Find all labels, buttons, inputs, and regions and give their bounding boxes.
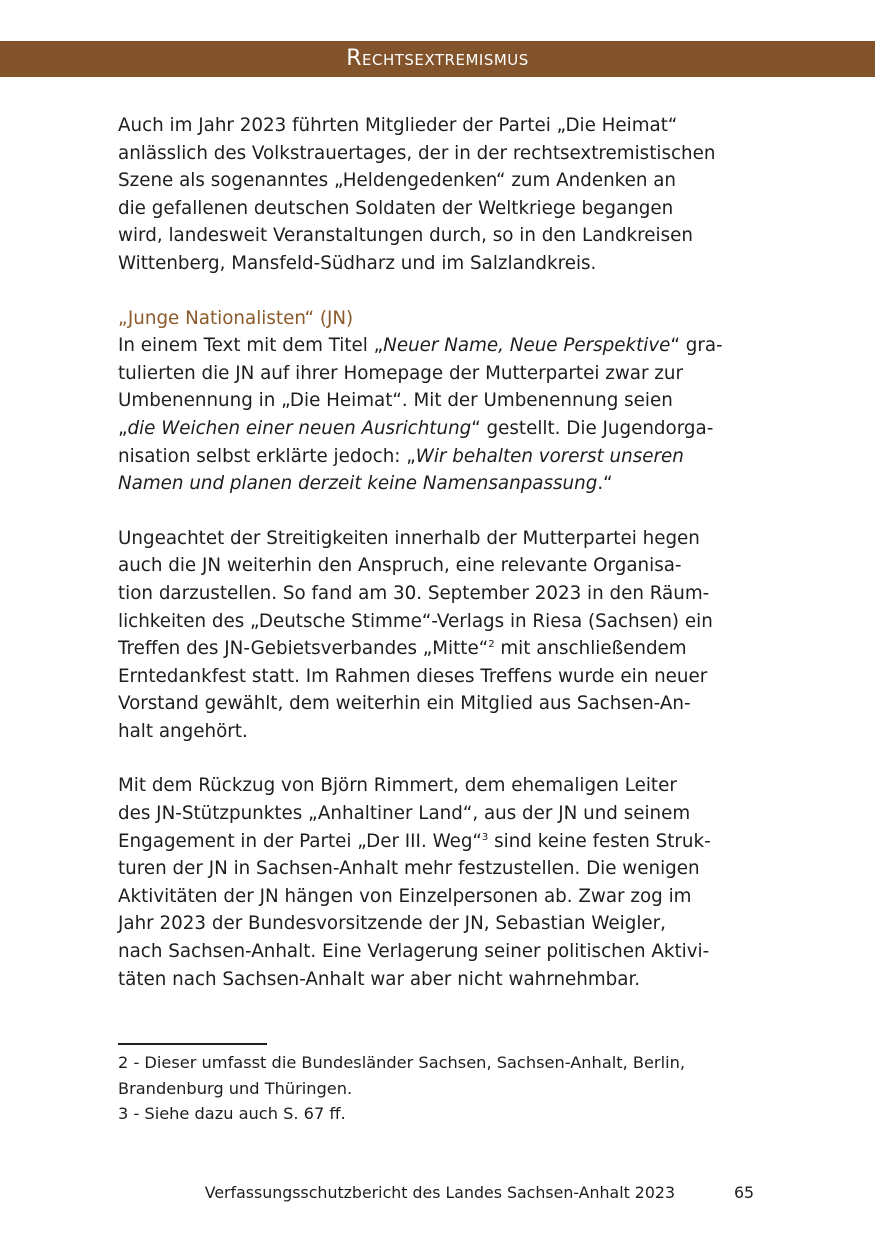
- text-line: tulierten die JN auf ihrer Homepage der Mutterpartei zwar zur: [118, 362, 683, 384]
- page-footer: [0, 1180, 875, 1206]
- quote-italic: Wir behalten vorerst unseren: [415, 445, 684, 467]
- text-line: nach Sachsen-Anhalt. Eine Verlagerung seiner politischen Aktivi-: [118, 941, 710, 963]
- text-line: Jahr 2023 der Bundesvorsitzende der JN, Sebastian Weigler,: [118, 913, 666, 935]
- text-line: Aktivitäten der JN hängen von Einzelpersonen ab. Zwar zog im: [118, 885, 692, 907]
- text-run: sind keine festen Struk-: [488, 830, 711, 852]
- footer-title: Verfassungsschutzbericht des Landes Sachsen-Anhalt 2023: [204, 1183, 675, 1202]
- text-line: wird, landesweit Veranstaltungen durch, so in den Landkreisen: [118, 225, 693, 247]
- text-run: .“: [597, 473, 613, 495]
- text-line: [118, 332, 768, 360]
- footnotes: [118, 1050, 778, 1127]
- text-line: täten nach Sachsen-Anhalt war aber nicht wahrnehmbar.: [118, 968, 641, 990]
- section-title: Rechtsextremismus: [346, 46, 529, 71]
- footnote-ref-3[interactable]: 3: [481, 831, 489, 843]
- text-line: Mit dem Rückzug von Björn Rimmert, dem ehemaligen Leiter: [118, 775, 677, 797]
- quote-italic: die Weichen einer neuen Ausrichtung: [127, 417, 472, 439]
- text-run: Engagement in der Partei „Der III. Weg“: [118, 830, 482, 852]
- text-line: tion darzustellen. So fand am 30. September 2023 in den Räum-: [118, 582, 710, 604]
- main-content: [118, 112, 768, 1020]
- text-line: turen der JN in Sachsen-Anhalt mehr festzustellen. Die wenigen: [118, 858, 700, 880]
- text-line: Erntedankfest statt. Im Rahmen dieses Treffens wurde ein neuer: [118, 665, 708, 687]
- footnote-ref-2[interactable]: 2: [488, 639, 495, 651]
- text-run: “ gestellt. Die Jugendorga-: [471, 417, 714, 439]
- text-line: [118, 470, 768, 498]
- footnote-3: 3 - Siehe dazu auch S. 67 ff.: [118, 1104, 346, 1123]
- footnote-2: 2 - Dieser umfasst die Bundesländer Sachsen, Sachsen-Anhalt, Berlin,: [118, 1053, 685, 1072]
- paragraph-junge-nationalisten: [118, 305, 768, 498]
- text-line: [118, 443, 768, 471]
- text-line: Ungeachtet der Streitigkeiten innerhalb der Mutterpartei hegen: [118, 527, 700, 549]
- text-line: [118, 415, 768, 443]
- text-run: In einem Text mit dem Titel „: [118, 335, 384, 357]
- footnote-divider: [118, 1043, 267, 1045]
- text-line: [118, 635, 768, 663]
- text-line: [118, 828, 768, 856]
- text-line: des JN-Stützpunktes „Anhaltiner Land“, aus der JN und seinem: [118, 803, 691, 825]
- quote-italic: Namen und planen derzeit keine Namensanpassung: [118, 473, 598, 495]
- text-run: „: [118, 417, 128, 439]
- page-number: 65: [734, 1183, 755, 1202]
- text-line: lichkeiten des „Deutsche Stimme“-Verlags in Riesa (Sachsen) ein: [118, 610, 713, 632]
- paragraph-volkstrauertag: [118, 112, 768, 278]
- subheading-jn: „Junge Nationalisten“ (JN): [118, 307, 354, 329]
- text-line: anlässlich des Volkstrauertages, der in der rechtsextremistischen: [118, 142, 716, 164]
- paragraph-rimmert: [118, 772, 768, 993]
- text-line: halt angehört.: [118, 720, 248, 742]
- quote-italic: Neuer Name, Neue Perspektive: [383, 335, 671, 357]
- text-line: Vorstand gewählt, dem weiterhin ein Mitglied aus Sachsen-An-: [118, 693, 691, 715]
- text-line: die gefallenen deutschen Soldaten der Weltkriege begangen: [118, 197, 674, 219]
- text-line: Auch im Jahr 2023 führten Mitglieder der Partei „Die Heimat“: [118, 115, 678, 136]
- footnote-2-continued: Brandenburg und Thüringen.: [118, 1078, 353, 1098]
- text-run: nisation selbst erklärte jedoch: „: [118, 445, 416, 467]
- text-line: Umbenennung in „Die Heimat“. Mit der Umbenennung seien: [118, 390, 673, 412]
- text-line: auch die JN weiterhin den Anspruch, eine relevante Organisa-: [118, 555, 682, 577]
- text-run: mit anschließendem: [494, 638, 687, 660]
- text-run: Treffen des JN-Gebietsverbandes „Mitte“: [118, 638, 489, 660]
- paragraph-organisation: [118, 525, 768, 746]
- text-line: Wittenberg, Mansfeld-Südharz und im Salzlandkreis.: [118, 252, 597, 274]
- section-header-bar: [0, 41, 875, 77]
- text-line: Szene als sogenanntes „Heldengedenken“ zum Andenken an: [118, 170, 677, 192]
- text-run: “ gra-: [670, 335, 723, 357]
